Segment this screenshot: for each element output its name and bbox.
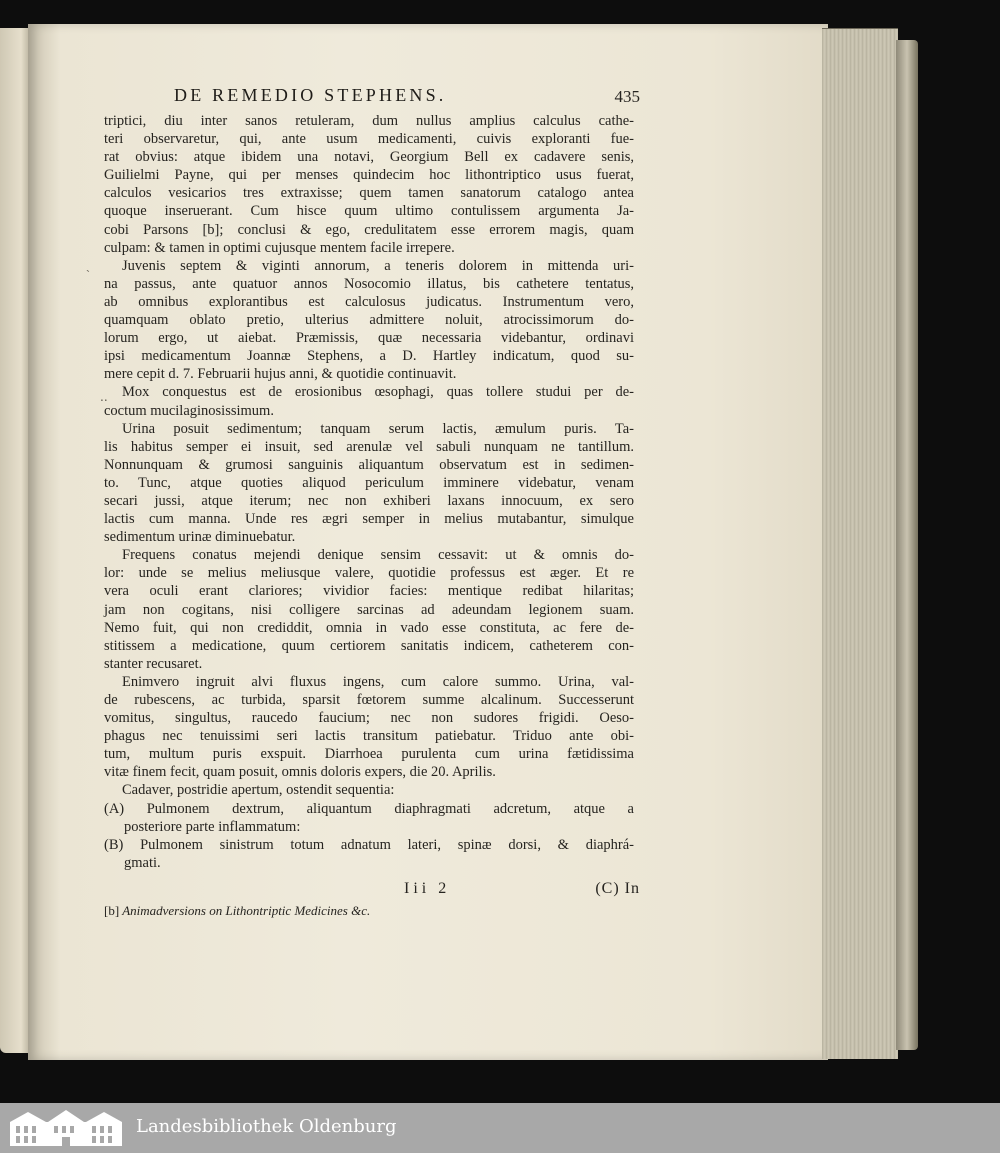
paragraph: [104, 781, 634, 799]
margin-mark: ˴: [86, 262, 90, 276]
text-line: de rubescens, ac turbida, sparsit fœtorem summe alcalinum. Successerunt: [104, 692, 634, 708]
text-line: rat obvius: atque ibidem una notavi, Georgium Bell ex cadavere senis,: [104, 149, 634, 166]
paragraph: [104, 257, 634, 384]
text-line: gmati.: [124, 854, 161, 871]
text-line: jam non cogitans, nisi colligere sarcinas ad adeundam legionem suam.: [104, 601, 634, 618]
text-line: lis habitus semper ei insuit, sed arenulæ vel sabuli nunquam ne tantillum.: [104, 438, 634, 455]
text-line: ab omnibus explorantibus est calculosus judicatus. Instrumentum vero,: [104, 293, 634, 310]
library-building-logo: [8, 1108, 124, 1148]
paragraph: [104, 112, 634, 257]
text-line: (B) Pulmonem sinistrum totum adnatum lateri, spinæ dorsi, & diaphrá-: [104, 836, 634, 853]
text-line: posteriore parte inflammatum:: [124, 818, 301, 835]
catchword: (C) In: [595, 879, 640, 897]
text-line: quamquam oblato pretio, ulterius admittere noluit, atrocissimorum do-: [104, 312, 634, 329]
page-number: 435: [614, 87, 640, 106]
text-line: (A) Pulmonem dextrum, aliquantum diaphragmati adcretum, atque a: [104, 800, 634, 817]
text-line: culpam: & tamen in optimi cujusque mentem facile irrepere.: [104, 239, 455, 256]
paragraph: [104, 383, 634, 419]
book-cover-edge: [896, 40, 918, 1050]
text-line: na passus, ante quatuor annos Nosocomio illatus, bis cathetere tentatus,: [104, 275, 634, 292]
text-line: Mox conquestus est de erosionibus œsophagi, quas tollere studui per de-: [122, 384, 634, 401]
text-line: Enimvero ingruit alvi fluxus ingens, cum calore summo. Urina, val-: [122, 673, 634, 690]
finding-item: [104, 800, 634, 836]
text-line: Nemo fuit, qui non crediddit, omnia in vado esse constituta, ac fere de-: [104, 619, 634, 636]
text-line: teri observaretur, qui, ante usum medicamenti, cuivis exploranti fue-: [104, 131, 634, 148]
text-line: Cadaver, postridie apertum, ostendit sequentia:: [122, 782, 395, 799]
text-line: mere cepit d. 7. Februarii hujus anni, & quotidie continuavit.: [104, 366, 457, 383]
text-line: to. Tunc, atque quoties aliquod periculum imminere videbatur, venam: [104, 474, 634, 491]
page-block-edges: [822, 28, 898, 1059]
text-line: stitissem a medicatione, quum certiorem sanitatis indicem, catheterem con-: [104, 637, 634, 654]
text-line: Nonnunquam & grumosi sanguinis aliquantum observatum est in sedimen-: [104, 456, 634, 473]
text-line: Urina posuit sedimentum; tanquam serum lactis, æmulum puris. Ta-: [122, 420, 634, 437]
text-line: secari jussi, atque iterum; nec non exhiberi laxans innocuum, ex sero: [104, 492, 634, 509]
library-banner: [0, 1103, 1000, 1153]
text-line: stanter recusaret.: [104, 655, 203, 672]
paragraph: [104, 546, 634, 673]
text-line: vitæ finem fecit, quam posuit, omnis doloris expers, die 20. Aprilis.: [104, 764, 496, 781]
text-line: Frequens conatus mejendi denique sensim cessavit: ut & omnis do-: [122, 547, 634, 564]
body-paragraphs: [104, 112, 634, 800]
text-line: sedimentum urinæ diminuebatur.: [104, 529, 296, 546]
footnote-text: Animadversions on Lithontriptic Medicines &c.: [122, 902, 371, 918]
text-line: vera oculi erant clariores; vividior facies: mentique redibat hilaritas;: [104, 583, 634, 600]
text-line: tum, multum puris exspuit. Diarrhoea purulenta cum urina fætidissima: [104, 746, 634, 763]
footnote-mark: [b]: [104, 902, 120, 918]
text-line: lorum ergo, ut aiebat. Præmissis, quæ necessaria videbantur, ordinavi: [104, 330, 634, 347]
enumerated-findings: [104, 800, 634, 872]
text-line: vomitus, singultus, raucedo faucium; nec non sudores frigidi. Oeso-: [104, 710, 634, 727]
paragraph: [104, 673, 634, 782]
text-line: Juvenis septem & viginti annorum, a teneris dolorem in mittenda uri-: [122, 257, 634, 274]
text-line: phagus nec tenuissimi seri lactis transitum patiebatur. Triduo ante obi-: [104, 728, 634, 745]
text-line: lactis cum manna. Unde res ægri semper in melius mutabantur, simulque: [104, 511, 634, 528]
text-line: calculos vesicarios tres extraxisse; quem tamen sanatorum catalogo antea: [104, 185, 634, 202]
footnote: [104, 902, 634, 920]
text-line: quoque inseruerant. Cum hisce quum ultimo contulissem argumenta Ja-: [104, 203, 634, 220]
text-line: coctum mucilaginosissimum.: [104, 402, 274, 419]
page-text-block: [104, 82, 640, 920]
text-line: cobi Parsons [b]; conclusi & ego, credulitatem esse errorem magis, quam: [104, 221, 634, 238]
library-name: Landesbibliothek Oldenburg: [136, 1116, 397, 1137]
text-line: Guilielmi Payne, qui per menses quindecim hoc lithontriptico usus fuerat,: [104, 167, 634, 184]
text-line: triptici, diu inter sanos retuleram, dum nullus amplius calculus cathe-: [104, 113, 634, 129]
text-line: ipsi medicamentum Joannæ Stephens, a D. Hartley indicatum, quod su-: [104, 348, 634, 365]
left-page-edge: [0, 28, 30, 1053]
finding-item: [104, 836, 634, 872]
running-head-title: DE REMEDIO STEPHENS.: [174, 85, 447, 105]
signature-line: [104, 878, 640, 900]
running-head: [104, 82, 640, 110]
text-line: lor: unde se melius meliusque valere, quotidie professus est æger. Et re: [104, 565, 634, 582]
margin-mark: ..: [100, 390, 108, 404]
printer-signature: Iii 2: [404, 879, 451, 897]
paragraph: [104, 420, 634, 547]
